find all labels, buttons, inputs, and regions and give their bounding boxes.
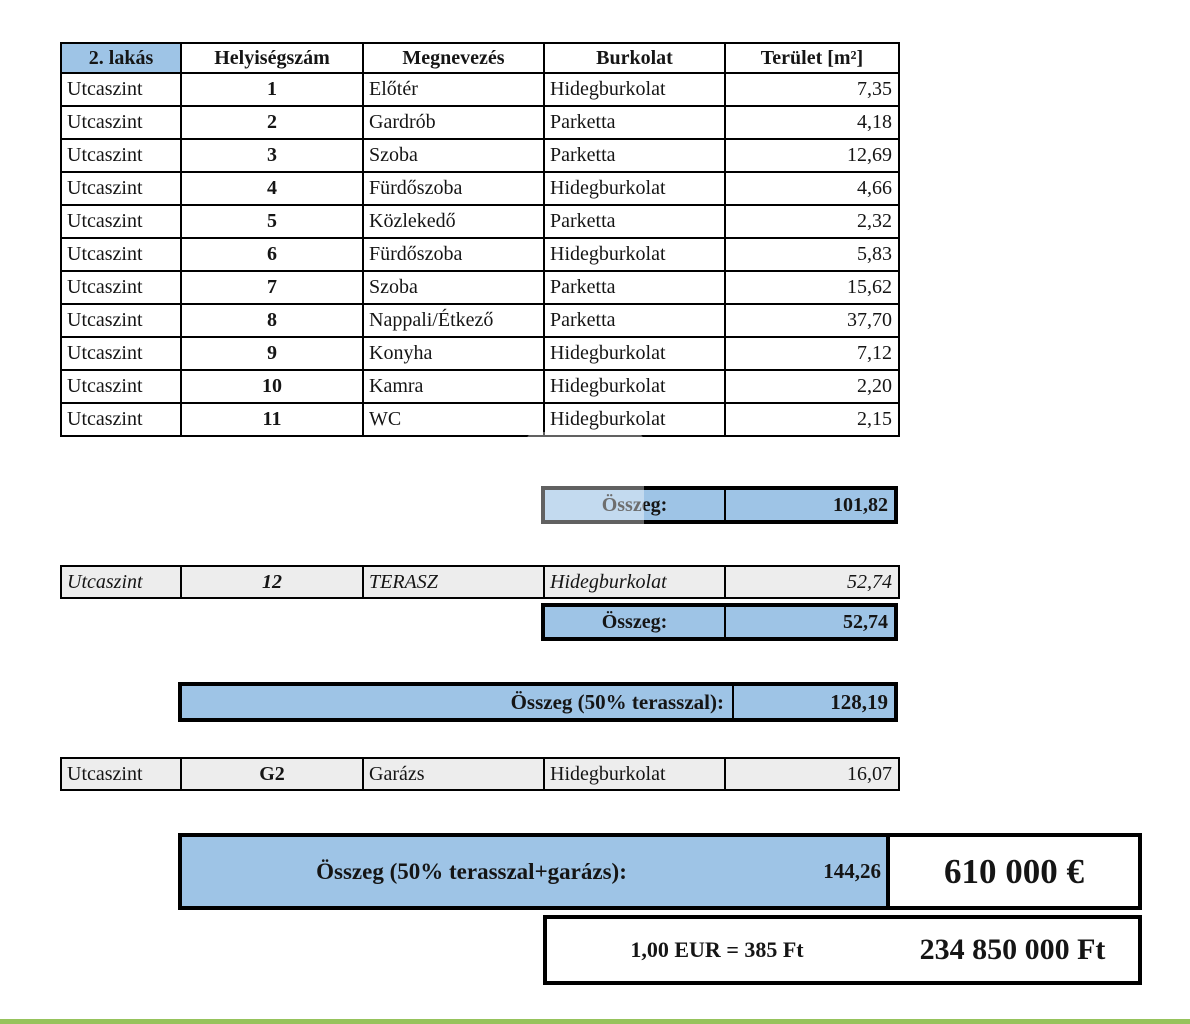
cell-area: 2,20 [725,370,899,403]
terrace-row [61,566,899,598]
cell-level: Utcaszint [61,271,181,304]
cell-number: G2 [181,758,363,790]
cell-area: 12,69 [725,139,899,172]
cell-flooring: Hidegburkolat [544,758,725,790]
cell-level: Utcaszint [61,304,181,337]
cell-flooring: Parketta [544,271,725,304]
cell-number: 8 [181,304,363,337]
table-row [61,304,899,337]
cell-level: Utcaszint [61,205,181,238]
cell-flooring: Parketta [544,304,725,337]
table-row [61,337,899,370]
cell-name: Közlekedő [363,205,544,238]
price-huf: 234 850 000 Ft [919,933,1106,966]
cell-number: 9 [181,337,363,370]
cell-area: 4,66 [725,172,899,205]
header-area: Terület [m²] [725,43,899,73]
table-row [61,172,899,205]
cell-level: Utcaszint [61,73,181,106]
cell-level: Utcaszint [61,403,181,436]
price-eur: 610 000 € [886,833,1142,910]
cell-name: Nappali/Étkező [363,304,544,337]
cell-level: Utcaszint [61,139,181,172]
cell-area: 7,35 [725,73,899,106]
cell-name: Konyha [363,337,544,370]
cell-name: Előtér [363,73,544,106]
cell-name: TERASZ [363,566,544,598]
cell-number: 2 [181,106,363,139]
cell-level: Utcaszint [61,566,181,598]
cell-number: 6 [181,238,363,271]
header-room-number: Helyiségszám [181,43,363,73]
cell-name: Fürdőszoba [363,238,544,271]
cell-name: WC [363,403,544,436]
cell-area: 16,07 [725,758,899,790]
terrace-total-label: Összeg (50% terasszal): [182,686,734,718]
cell-level: Utcaszint [61,370,181,403]
cell-number: 11 [181,403,363,436]
cell-name: Kamra [363,370,544,403]
table-row [61,370,899,403]
main-sum-value: 101,82 [833,493,888,516]
grand-total-value: 144,26 [823,859,881,883]
grand-total-box [178,833,890,910]
table-row [61,73,899,106]
cell-number: 7 [181,271,363,304]
cell-number: 5 [181,205,363,238]
terrace-total-value: 128,19 [830,689,888,714]
main-sum-label: Összeg: [545,490,726,520]
cell-area: 7,12 [725,337,899,370]
cell-area: 37,70 [725,304,899,337]
cell-name: Fürdőszoba [363,172,544,205]
cell-name: Szoba [363,271,544,304]
cell-flooring: Parketta [544,205,725,238]
table-row [61,205,899,238]
cell-number: 12 [181,566,363,598]
cell-flooring: Parketta [544,106,725,139]
cell-level: Utcaszint [61,238,181,271]
bottom-accent-line [0,1019,1190,1024]
room-table [60,42,900,437]
table-row [61,271,899,304]
cell-number: 4 [181,172,363,205]
cell-number: 1 [181,73,363,106]
cell-name: Gardrób [363,106,544,139]
header-row [61,43,899,73]
exchange-rate-label: 1,00 EUR = 385 Ft [630,937,804,962]
terrace-table [60,565,900,599]
terrace-sum-value: 52,74 [843,610,888,633]
cell-flooring: Hidegburkolat [544,73,725,106]
cell-flooring: Hidegburkolat [544,370,725,403]
cell-level: Utcaszint [61,172,181,205]
cell-area: 15,62 [725,271,899,304]
cell-area: 2,15 [725,403,899,436]
cell-flooring: Hidegburkolat [544,337,725,370]
garage-row [61,758,899,790]
cell-level: Utcaszint [61,758,181,790]
cell-flooring: Hidegburkolat [544,566,725,598]
main-sum-box [541,486,898,524]
table-row [61,106,899,139]
cell-flooring: Hidegburkolat [544,403,725,436]
cell-level: Utcaszint [61,106,181,139]
terrace-total-bar [178,682,898,722]
cell-flooring: Hidegburkolat [544,238,725,271]
table-row [61,238,899,271]
grand-total-label: Összeg (50% terasszal+garázs): [316,858,627,884]
terrace-sum-label: Összeg: [545,607,726,637]
cell-name: Garázs [363,758,544,790]
room-table-body [61,73,899,436]
cell-area: 52,74 [725,566,899,598]
cell-area: 2,32 [725,205,899,238]
cell-number: 10 [181,370,363,403]
cell-level: Utcaszint [61,337,181,370]
cell-name: Szoba [363,139,544,172]
cell-flooring: Hidegburkolat [544,172,725,205]
terrace-sum-box [541,603,898,641]
cell-area: 4,18 [725,106,899,139]
cell-flooring: Parketta [544,139,725,172]
table-row [61,139,899,172]
conversion-box [543,915,1142,985]
header-room-name: Megnevezés [363,43,544,73]
cell-number: 3 [181,139,363,172]
header-flooring: Burkolat [544,43,725,73]
garage-table [60,757,900,791]
header-apartment: 2. lakás [61,43,181,73]
room-table-header [61,43,899,73]
table-row [61,403,899,436]
cell-area: 5,83 [725,238,899,271]
